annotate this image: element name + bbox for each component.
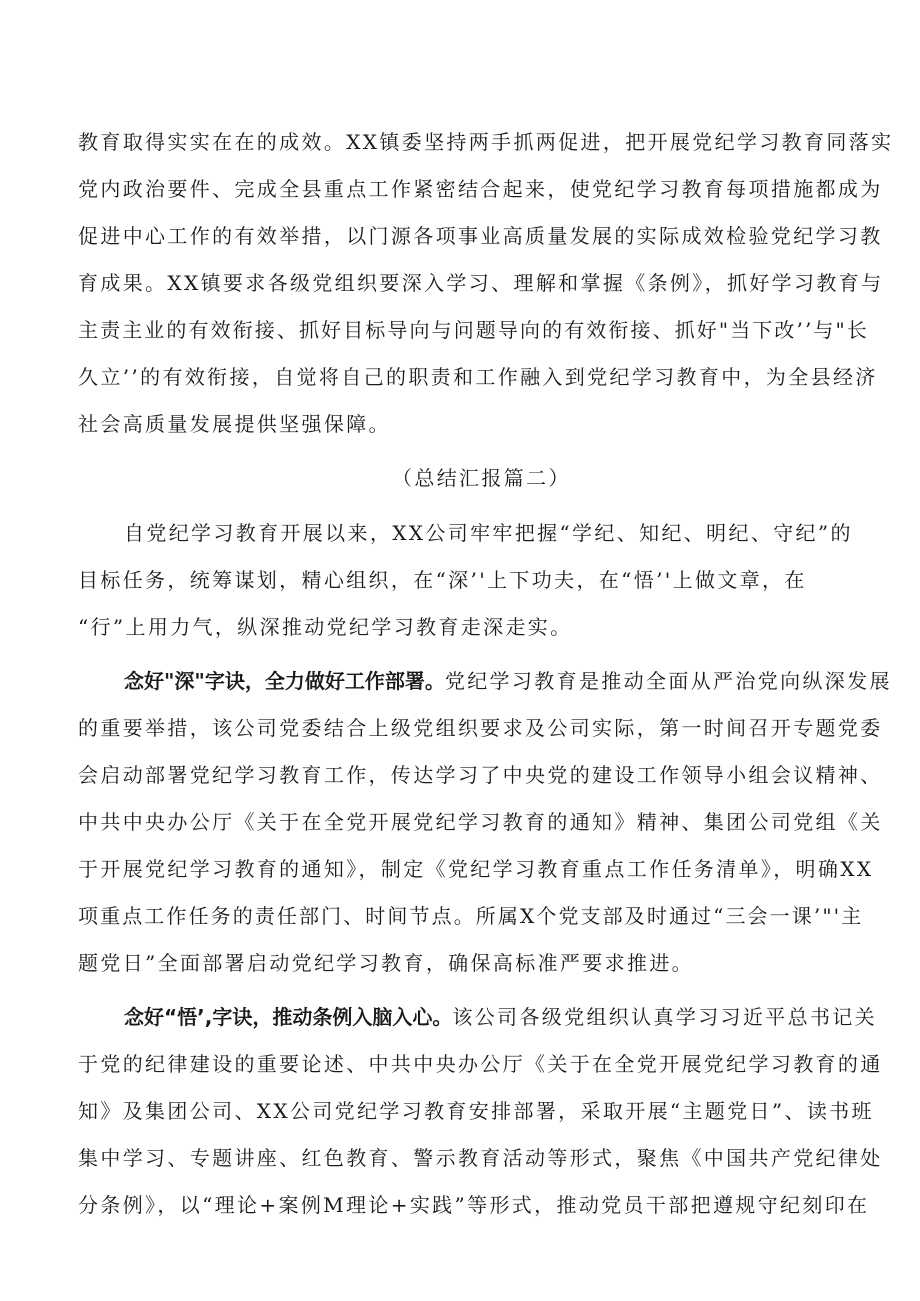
section-heading: （总结汇报篇二） bbox=[392, 466, 571, 490]
paragraph-line: 促进中心工作的有效举措，以门源各项事业高质量发展的实际成效检验党纪学习教 bbox=[78, 224, 883, 248]
paragraph-line: 题党日”全面部署启动党纪学习教育，确保高标准严要求推进。 bbox=[78, 951, 695, 975]
paragraph-lead: 念好"深"字诀，全力做好工作部署。 bbox=[124, 669, 445, 693]
paragraph-line: 育成果。XX镇要求各级党组织要深入学习、理解和掌握《条例》，抓好学习教育与 bbox=[78, 271, 884, 295]
paragraph-line: 会启动部署党纪学习教育工作，传达学习了中央党的建设工作领导小组会议精神、 bbox=[78, 763, 883, 787]
paragraph-line: 于开展党纪学习教育的通知》，制定《党纪学习教育重点工作任务清单》，明确XX bbox=[78, 857, 874, 881]
paragraph-line: 社会高质量发展提供坚强保障。 bbox=[78, 412, 391, 436]
paragraph-line: 的重要举措，该公司党委结合上级党组织要求及公司实际，第一时间召开专题党委 bbox=[78, 716, 883, 740]
paragraph-line: 知》及集团公司、XX公司党纪学习教育安排部署，采取开展“主题党日”、读书班 bbox=[78, 1099, 874, 1123]
paragraph-text: 该公司各级党组织认真学习习近平总书记关 bbox=[452, 1005, 877, 1029]
paragraph-line: 自党纪学习教育开展以来，XX公司牢牢把握“学纪、知纪、明纪、守纪”的 bbox=[124, 521, 853, 545]
paragraph-line: 目标任务，统筹谋划，精心组织，在“深’'上下功夫，在“悟’'上做文章，在 bbox=[78, 568, 807, 592]
paragraph-line bbox=[124, 1003, 877, 1031]
paragraph-line: 项重点工作任务的责任部门、时间节点。所属X个党支部及时通过“三会一课’"'主 bbox=[78, 904, 864, 928]
paragraph-line: 久立’’的有效衔接，自觉将自己的职责和工作融入到党纪学习教育中，为全县经济 bbox=[78, 365, 878, 389]
paragraph-line: 党内政治要件、完成全县重点工作紧密结合起来，使党纪学习教育每项措施都成为 bbox=[78, 177, 883, 201]
paragraph-line: 分条例》，以“理论+案例M理论+实践”等形式，推动党员干部把遵规守纪刻印在 bbox=[78, 1193, 870, 1217]
paragraph-line: 中共中央办公厅《关于在全党开展党纪学习教育的通知》精神、集团公司党组《关 bbox=[78, 810, 883, 834]
paragraph-line: 于党的纪律建设的重要论述、中共中央办公厅《关于在全党开展党纪学习教育的通 bbox=[78, 1052, 883, 1076]
paragraph-line: 教育取得实实在在的成效。XX镇委坚持两手抓两促进，把开展党纪学习教育同落实 bbox=[78, 130, 894, 154]
paragraph-line bbox=[124, 667, 892, 695]
paragraph-text: 党纪学习教育是推动全面从严治党向纵深发展 bbox=[444, 669, 892, 693]
paragraph-line: 集中学习、专题讲座、红色教育、警示教育活动等形式，聚焦《中国共产党纪律处 bbox=[78, 1146, 883, 1170]
paragraph-line: 主责主业的有效衔接、抓好目标导向与问题导向的有效衔接、抓好"当下改’’与"长 bbox=[78, 318, 869, 342]
paragraph-line: “行”上用力气，纵深推动党纪学习教育走深走实。 bbox=[78, 615, 573, 639]
paragraph-lead: 念好“悟’,字诀，推动条例入脑入心。 bbox=[124, 1005, 453, 1029]
